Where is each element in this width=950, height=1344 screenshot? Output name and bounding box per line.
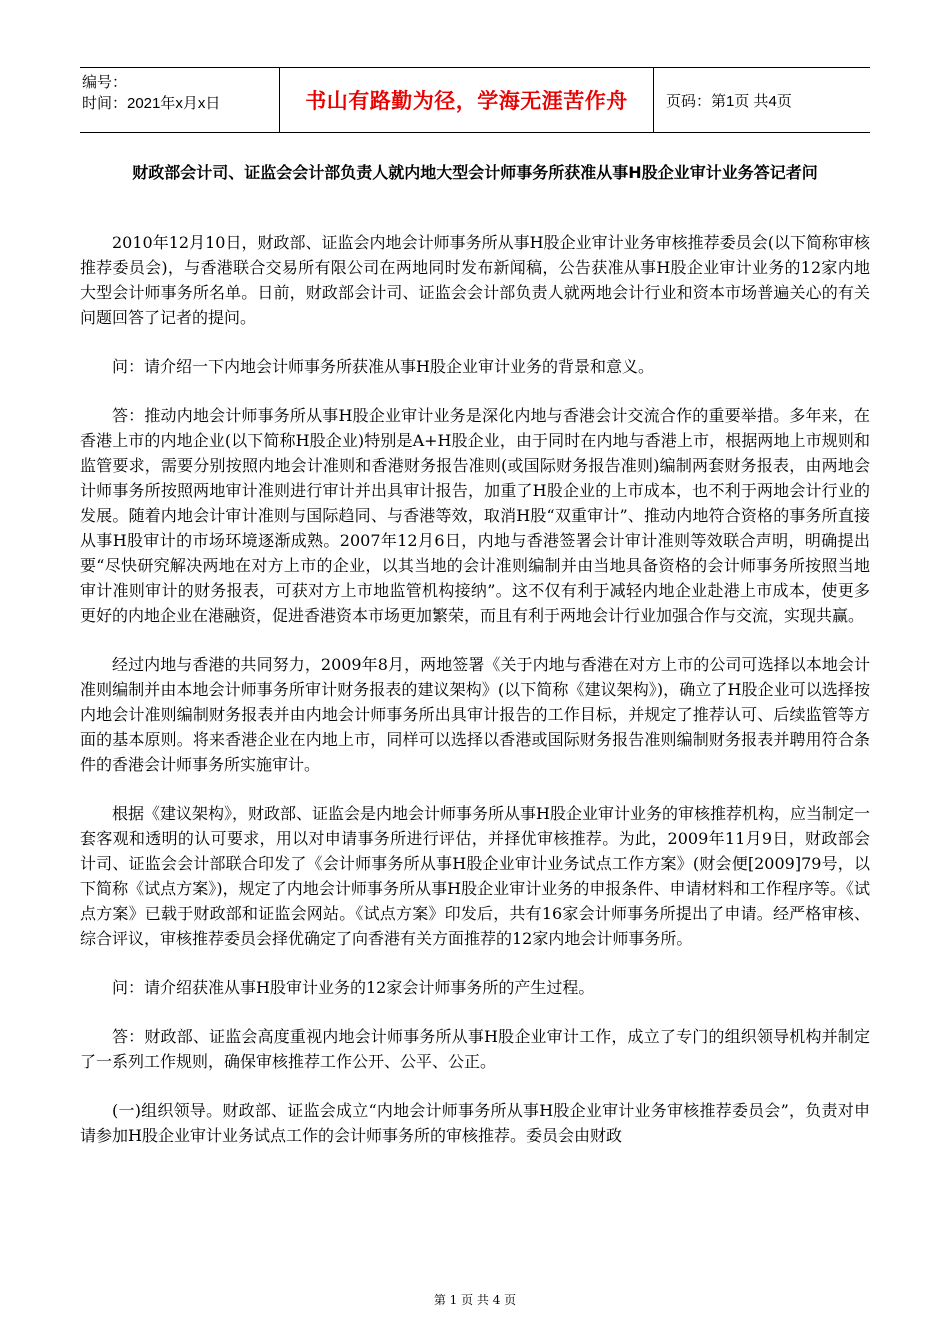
paragraph: 根据《建议架构》，财政部、证监会是内地会计师事务所从事H股企业审计业务的审核推荐机构，应当制定一套客观和透明的认可要求，用以对申请事务所进行评估，并择优审核推荐。为此，2009年11月9日，财政部会计司、证监会会计部联合印发了《会计师事务所从事H股企业审计业务试点工作方案》(财会便[2009]79号，以下简称《试点方案》)，规定了内地会计师事务所从事H股企业审计业务的申报条件、申请材料和工作程序等。《试点方案》已载于财政部和证监会网站。《试点方案》印发后，共有16家会计师事务所提出了申请。经严格审核、综合评议，审核推荐委员会择优确定了向香港有关方面推荐的12家内地会计师事务所。 [80, 804, 870, 948]
paragraph: 答：财政部、证监会高度重视内地会计师事务所从事H股企业审计工作，成立了专门的组织领导机构并制定了一系列工作规则，确保审核推荐工作公开、公平、公正。 [80, 1027, 870, 1071]
paragraph: 2010年12月10日，财政部、证监会内地会计师事务所从事H股企业审计业务审核推荐委员会(以下简称审核推荐委员会)，与香港联合交易所有限公司在两地同时发布新闻稿，公告获准从事H股企业审计业务的12家内地大型会计师事务所名单。日前，财政部会计司、证监会会计部负责人就两地会计行业和资本市场普遍关心的有关问题回答了记者的提问。 [80, 233, 870, 327]
paragraph: 答：推动内地会计师事务所从事H股企业审计业务是深化内地与香港会计交流合作的重要举措。多年来，在香港上市的内地企业(以下简称H股企业)特别是A+H股企业，由于同时在内地与香港上市，根据两地上市规则和监管要求，需要分别按照内地会计准则和香港财务报告准则(或国际财务报告准则)编制两套财务报表，由两地会计师事务所按照两地审计准则进行审计并出具审计报告，加重了H股企业的上市成本，也不利于两地会计行业的发展。随着内地会计审计准则与国际趋同、与香港等效，取消H股“双重审计”、推动内地符合资格的事务所直接从事H股审计的市场环境逐渐成熟。2007年12月6日，内地与香港签署会计审计准则等效联合声明，明确提出要“尽快研究解决两地在对方上市的企业，以其当地的会计准则编制并由当地具备资格的会计师事务所按照当地审计准则审计的财务报表，可获对方上市地监管机构接纳”。这不仅有利于减轻内地企业赴港上市成本，使更多更好的内地企业在港融资，促进香港资本市场更加繁荣，而且有利于两地会计行业加强合作与交流，实现共赢。 [80, 406, 870, 625]
header-page-cell [654, 68, 870, 132]
header-info-cell [80, 68, 279, 132]
paragraph: 经过内地与香港的共同努力，2009年8月，两地签署《关于内地与香港在对方上市的公司可选择以本地会计准则编制并由本地会计师事务所审计财务报表的建议架构》(以下简称《建议架构》)，确立了H股企业可以选择按内地会计准则编制财务报表并由内地会计师事务所出具审计报告的工作目标，并规定了推荐认可、后续监管等方面的基本原则。将来香港企业在内地上市，同样可以选择以香港或国际财务报告准则编制财务报表并聘用符合条件的香港会计师事务所实施审计。 [80, 655, 870, 774]
header-motto-cell [279, 68, 654, 132]
page-info: 页码：第1页 共4页 [666, 92, 792, 110]
number-label: 编号： [82, 74, 128, 91]
page-footer: 第 1 页 共 4 页 [433, 1293, 517, 1307]
paragraph: (一)组织领导。财政部、证监会成立“内地会计师事务所从事H股企业审计业务审核推荐委员会”，负责对申请参加H股企业审计业务试点工作的会计师事务所的审核推荐。委员会由财政 [80, 1101, 870, 1145]
document-title: 财政部会计司、证监会会计部负责人就内地大型会计师事务所获准从事H股企业审计业务答记者问 [132, 163, 818, 182]
header-table [80, 67, 870, 133]
motto-text: 书山有路勤为径，学海无涯苦作舟 [305, 89, 628, 113]
document-body [80, 230, 870, 1172]
paragraph: 问：请介绍一下内地会计师事务所获准从事H股企业审计业务的背景和意义。 [112, 357, 654, 376]
time-label: 时间：2021年x月x日 [82, 95, 221, 112]
paragraph: 问：请介绍获准从事H股审计业务的12家会计师事务所的产生过程。 [112, 978, 595, 997]
